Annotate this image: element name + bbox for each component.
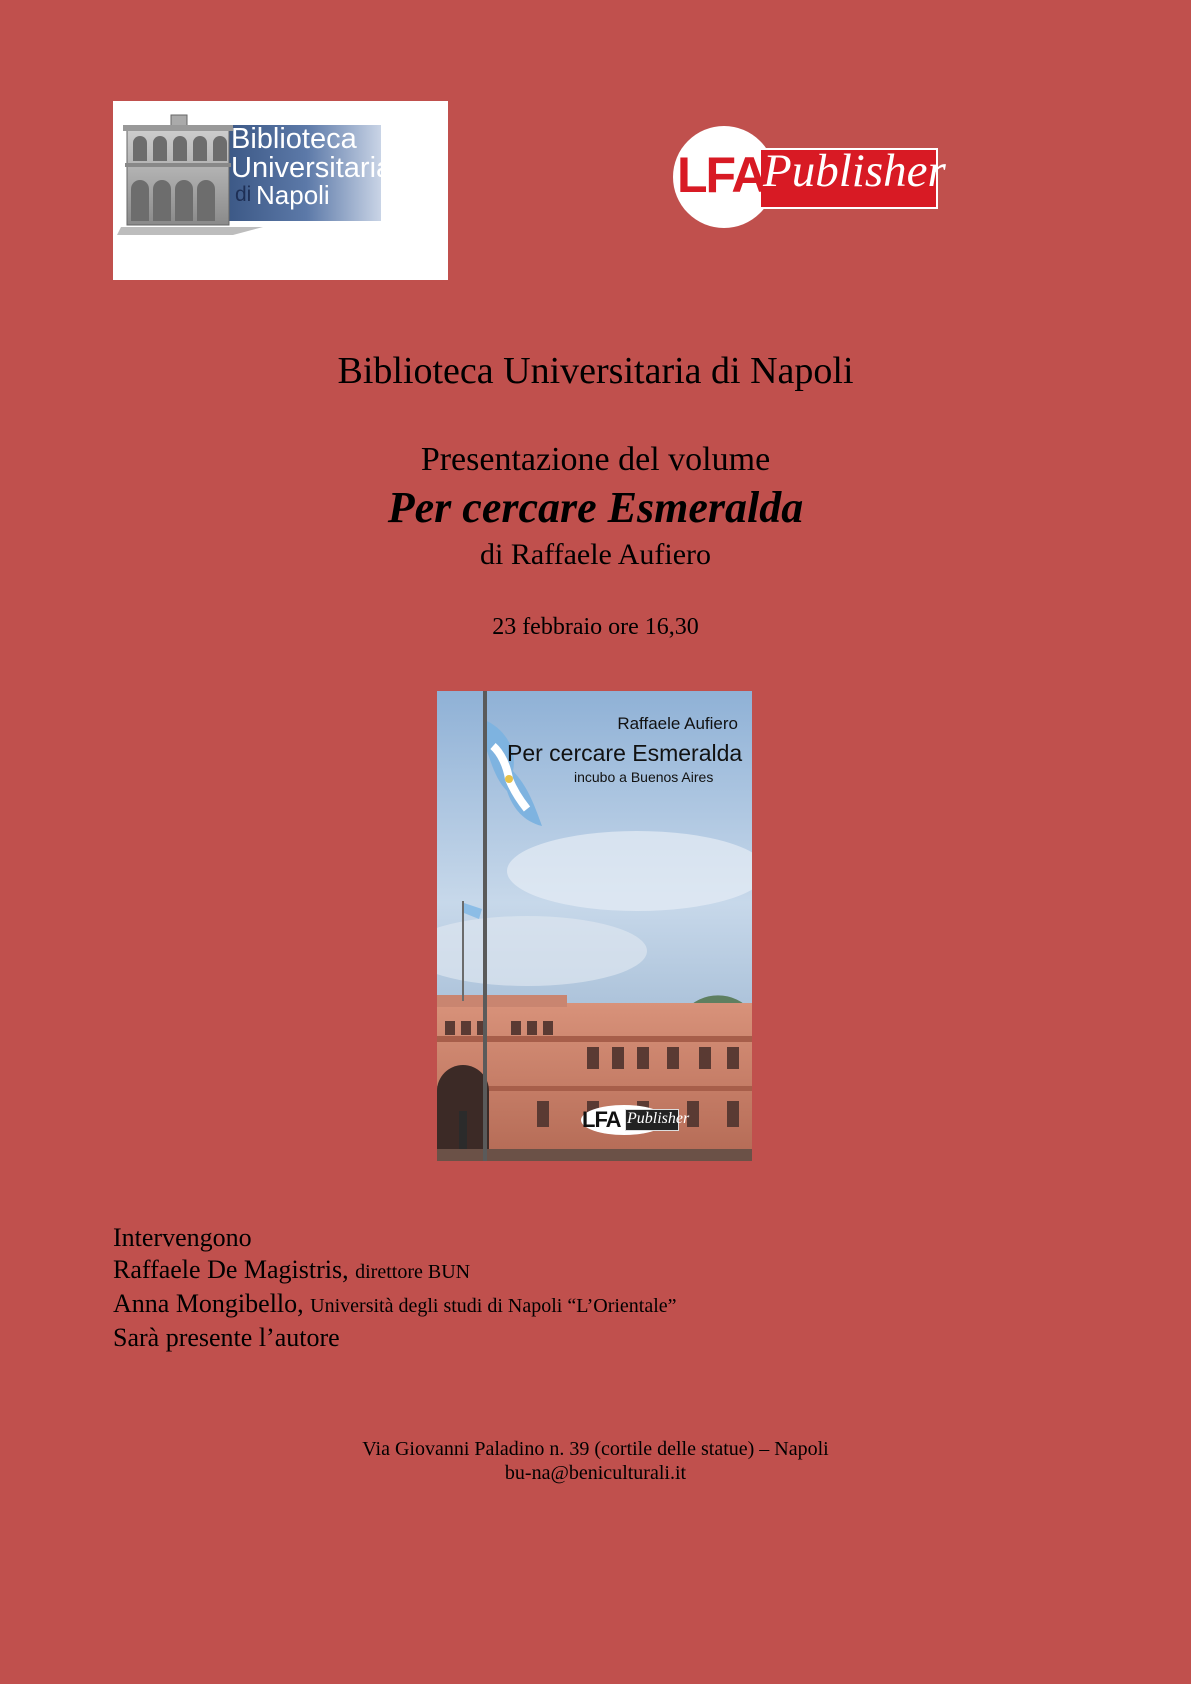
speaker-row: [113, 1288, 677, 1322]
library-logo-line3-prefix: di: [235, 183, 252, 206]
speakers-heading: Intervengono: [113, 1223, 252, 1252]
speaker-name: Raffaele De Magistris,: [113, 1255, 356, 1284]
cover-subtitle: incubo a Buenos Aires: [574, 769, 714, 785]
book-title: Per cercare Esmeralda: [387, 483, 804, 532]
speaker-name: Anna Mongibello,: [113, 1289, 311, 1318]
publisher-logo-word: Publisher: [763, 145, 946, 197]
library-logo-line3-name: Napoli: [256, 180, 330, 210]
venue-address: Via Giovanni Paladino n. 39 (cortile delle statue) – Napoli: [362, 1438, 829, 1460]
speaker-role: Università degli studi di Napoli “L’Orientale”: [310, 1295, 677, 1317]
speakers-section: [113, 1222, 677, 1354]
cover-publisher-logo-word: Publisher: [627, 1110, 690, 1127]
book-cover-image: [437, 691, 752, 1161]
speaker-row: [113, 1254, 677, 1288]
library-logo-line1: Biblioteca: [231, 123, 357, 155]
speaker-role: direttore BUN: [355, 1261, 471, 1283]
book-author: di Raffaele Aufiero: [479, 538, 712, 571]
presentation-label: Presentazione del volume: [420, 441, 771, 478]
cover-author: Raffaele Aufiero: [617, 714, 738, 733]
publisher-logo: [673, 124, 946, 230]
cover-publisher-logo-letters: LFA: [582, 1107, 621, 1132]
publisher-logo-letters: LFA: [677, 147, 766, 203]
cover-title: Per cercare Esmeralda: [507, 740, 743, 766]
contact-email: bu-na@beniculturali.it: [504, 1462, 687, 1484]
author-presence-note: Sarà presente l’autore: [113, 1323, 340, 1352]
library-logo-line2: Universitaria: [231, 152, 393, 184]
library-name: Biblioteca Universitaria di Napoli: [337, 350, 854, 392]
library-logo: [113, 101, 448, 280]
event-date: 23 febbraio ore 16,30: [492, 614, 699, 640]
